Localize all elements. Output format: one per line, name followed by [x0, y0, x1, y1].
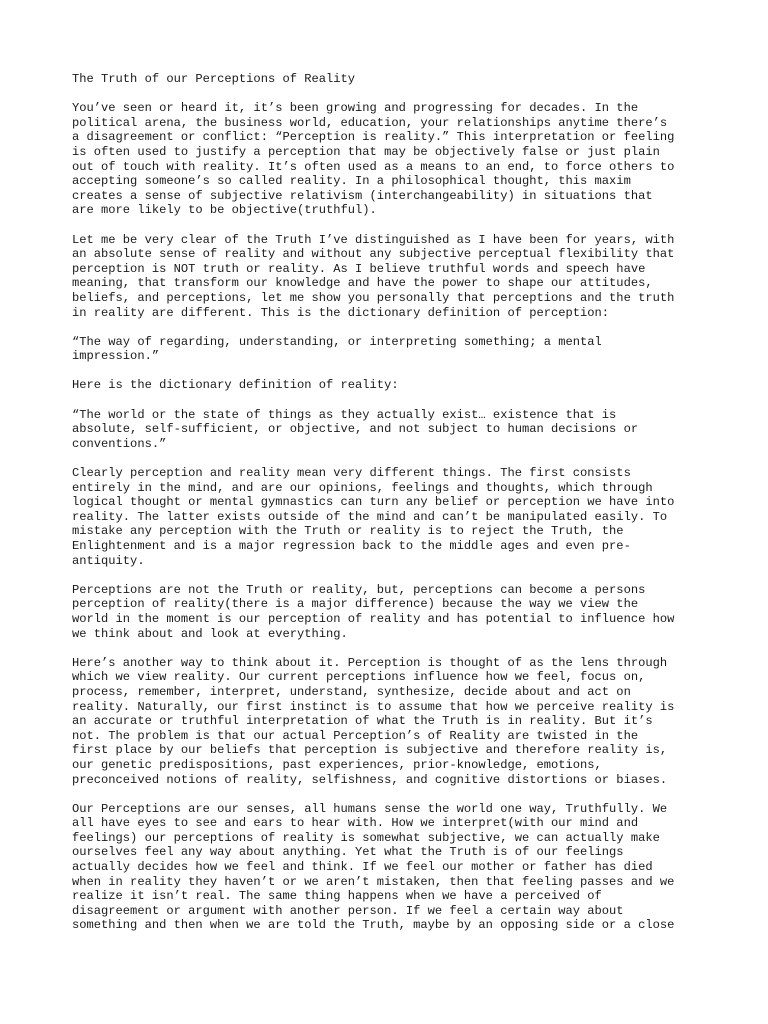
text-line: we think about and look at everything. [72, 626, 348, 641]
text-line: all have eyes to see and ears to hear with. How we interpret(with our mind and [72, 816, 639, 831]
text-line: beliefs, and perceptions, let me show you personally that perceptions and the truth [72, 290, 675, 305]
text-line: actually decides how we feel and think. If we feel our mother or father has died [72, 860, 653, 875]
text-line: disagreement or argument with another person. If we feel a certain way about [72, 903, 624, 918]
text-line: a disagreement or conflict: “Perception is reality.” This interpretation or feeling [72, 130, 675, 145]
text-line: impression.” [72, 349, 160, 364]
text-line: our genetic predispositions, past experiences, prior-knowledge, emotions, [72, 757, 602, 772]
paragraph [72, 335, 712, 364]
text-line: in reality are different. This is the dictionary definition of perception: [72, 305, 610, 320]
text-line: out of touch with reality. It’s often used as a means to an end, to force others to [72, 159, 675, 174]
text-line: political arena, the business world, education, your relationships anytime there’s [72, 115, 668, 130]
text-line: realize it isn’t real. The same thing happens when we have a perceived of [72, 889, 602, 904]
text-line: perception of reality(there is a major difference) because the way we view the [72, 597, 639, 612]
text-line: absolute, self-sufficient, or objective, and not subject to human decisions or [72, 422, 639, 437]
text-line: feelings) our perceptions of reality is somewhat subjective, we can actually make [72, 830, 660, 845]
paragraph [72, 656, 712, 787]
paragraph [72, 802, 712, 933]
document-title: The Truth of our Perceptions of Reality [72, 72, 356, 86]
text-line: reality. Naturally, our first instinct is to assume that how we perceive reality is [72, 699, 675, 714]
document-page [72, 72, 712, 948]
text-line: world in the moment is our perception of reality and has potential to influence how [72, 611, 675, 626]
text-line: perception is NOT truth or reality. As I believe truthful words and speech have [72, 261, 646, 276]
paragraph [72, 233, 712, 321]
text-line: reality. The latter exists outside of the mind and can’t be manipulated easily. To [72, 509, 668, 524]
text-line: Clearly perception and reality mean very different things. The first consists [72, 466, 631, 481]
text-line: Here’s another way to think about it. Perception is thought of as the lens through [72, 655, 668, 670]
text-line: something and then when we are told the Truth, maybe by an opposing side or a close [72, 918, 675, 933]
paragraph [72, 378, 712, 393]
text-line: mistake any perception with the Truth or reality is to reject the Truth, the [72, 524, 624, 539]
paragraph [72, 583, 712, 641]
paragraph [72, 101, 712, 218]
text-line: Perceptions are not the Truth or reality, but, perceptions can become a persons [72, 582, 646, 597]
text-line: not. The problem is that our actual Perception’s of Reality are twisted in the [72, 728, 639, 743]
text-line: an accurate or truthful interpretation of what the Truth is in reality. But it’s [72, 714, 653, 729]
text-line: antiquity. [72, 553, 145, 568]
text-line: You’ve seen or heard it, it’s been growing and progressing for decades. In the [72, 101, 639, 116]
text-line: Enlightenment and is a major regression back to the middle ages and even pre- [72, 539, 631, 553]
text-line: Let me be very clear of the Truth I’ve distinguished as I have been for years, with [72, 232, 675, 247]
text-line: creates a sense of subjective relativism (interchangeability) in situations that [72, 188, 653, 203]
paragraph [72, 466, 712, 568]
text-line: an absolute sense of reality and without any subjective perceptual flexibility that [72, 247, 675, 262]
text-line: which we view reality. Our current perceptions influence how we feel, focus on, [72, 670, 646, 685]
text-line: preconceived notions of reality, selfishness, and cognitive distortions or biases. [72, 772, 668, 787]
text-line: is often used to justify a perception that may be objectively false or just plain [72, 144, 660, 159]
text-line: conventions.” [72, 436, 167, 451]
text-line: first place by our beliefs that perception is subjective and therefore reality is, [72, 743, 668, 758]
text-line: Here is the dictionary definition of reality: [72, 378, 399, 393]
text-line: meaning, that transform our knowledge and have the power to shape our attitudes, [72, 276, 653, 291]
text-line: process, remember, interpret, understand, synthesize, decide about and act on [72, 684, 631, 699]
text-line: ourselves feel any way about anything. Yet what the Truth is of our feelings [72, 845, 624, 860]
text-line: “The way of regarding, understanding, or interpreting something; a mental [72, 334, 602, 349]
text-line: when in reality they haven’t or we aren’t mistaken, then that feeling passes and we [72, 874, 675, 889]
text-line: Our Perceptions are our senses, all humans sense the world one way, Truthfully. We [72, 801, 668, 816]
text-line: “The world or the state of things as they actually exist… existence that is [72, 407, 617, 422]
text-line: are more likely to be objective(truthful). [72, 203, 377, 218]
text-line: entirely in the mind, and are our opinions, feelings and thoughts, which through [72, 480, 653, 495]
text-line: accepting someone’s so called reality. In a philosophical thought, this maxim [72, 174, 631, 189]
text-line: logical thought or mental gymnastics can turn any belief or perception we have into [72, 495, 675, 510]
paragraph [72, 408, 712, 452]
document-body [72, 101, 712, 933]
